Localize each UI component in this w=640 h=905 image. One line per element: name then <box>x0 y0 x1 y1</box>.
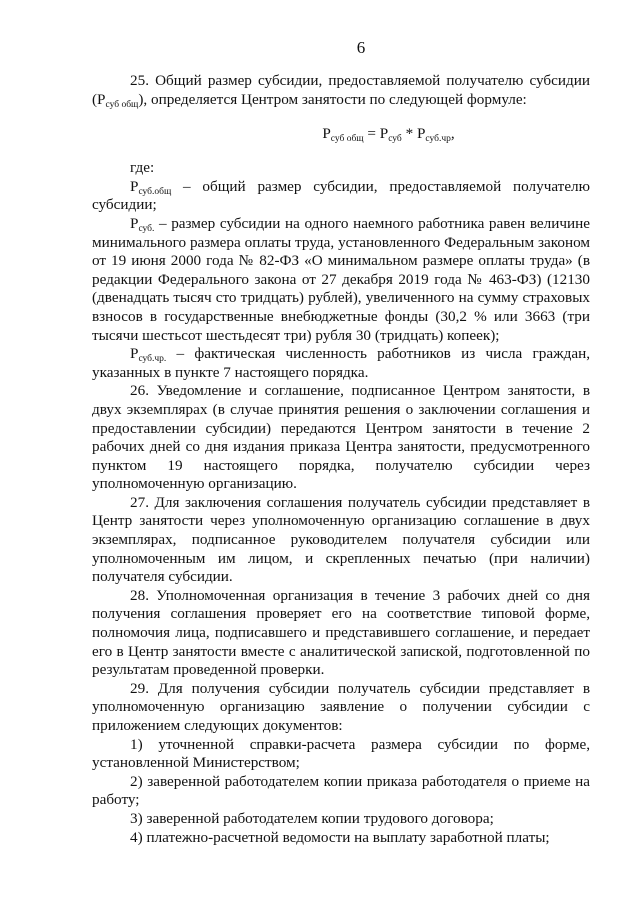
page-number: 6 <box>356 38 366 57</box>
definition-total-subsidy: $Р_{суб.общ}$ – общий размер субсидии, предоставляемой получателю субсидии; <box>92 177 590 214</box>
list-item: 4) платежно-расчетной ведомости на выплату заработной платы; <box>130 828 550 846</box>
where-label: где: <box>130 159 155 177</box>
paragraph-29: 29. Для получения субсидии получатель субсидии представляет в уполномоченную организацию заявление о получении субсидии с приложением следующих документов: <box>92 679 590 734</box>
definition-worker-count: $Р_{суб.чр.}$ – фактическая численность работников из числа граждан, указанных в пункте 7 настоящего порядка. <box>92 345 590 381</box>
list-item: 2) заверенной работодателем копии приказа работодателя о приеме на работу; <box>92 772 590 809</box>
paragraph-25: 25. Общий размер субсидии, предоставляемой получателю субсидии $(Р_{суб общ})$, определяется Центром занятости по следующей формуле: <box>92 72 590 110</box>
list-item: 3) заверенной работодателем копии трудового договора; <box>130 809 494 827</box>
paragraph-26: 26. Уведомление и соглашение, подписанное Центром занятости, в двух экземплярах (в случае принятия решения о заключении соглашения и предоставлении субсидии) передаются Центром занятости в течение 2 рабочих дней со дня издания приказа Центра занятости, предусмотренного пунктом 19 настоящего порядка, получателю субсидии через уполномоченную организацию. <box>92 382 590 493</box>
subsidy-formula: $Р_{суб общ} = Р_{суб} * Р_{суб.чр}$, <box>322 125 455 145</box>
paragraph-28: 28. Уполномоченная организация в течение 3 рабочих дней со дня получения соглашения проверяет его на соответствие типовой форме, полномочия лица, подписавшего и представившего соглашение, и передает его в Центр занятости вместе с аналитической запиской, подготовленной по результатам проведенной проверки. <box>92 586 590 679</box>
paragraph-27: 27. Для заключения соглашения получатель субсидии представляет в Центр занятости через уполномоченную организацию соглашение в двух экземплярах, подписанное руководителем получателя субсидии или уполномоченным им лицом, и скрепленных печатью (при наличии) получателя субсидии. <box>92 493 590 586</box>
list-item: 1) уточненной справки-расчета размера субсидии по форме, установленной Министерством; <box>92 735 590 772</box>
definition-subsidy-per-worker: $Р_{суб.}$ – размер субсидии на одного наемного работника равен величине минимального размера оплаты труда, установленного Федеральным законом от 19 июня 2000 года № 82-ФЗ «О минимальном размере оплаты труда» (в редакции Федерального закона от 27 декабря 2019 года № 463-ФЗ) (12130 (двенадцать тысяч сто тридцать) рублей), увеличенного на сумму страховых взносов в государственные внебюджетные фонды (30,2 % или 3663 (три тысячи шестьсот шестьдесят три) рубля 30 (тридцать) копеек); <box>92 214 590 344</box>
